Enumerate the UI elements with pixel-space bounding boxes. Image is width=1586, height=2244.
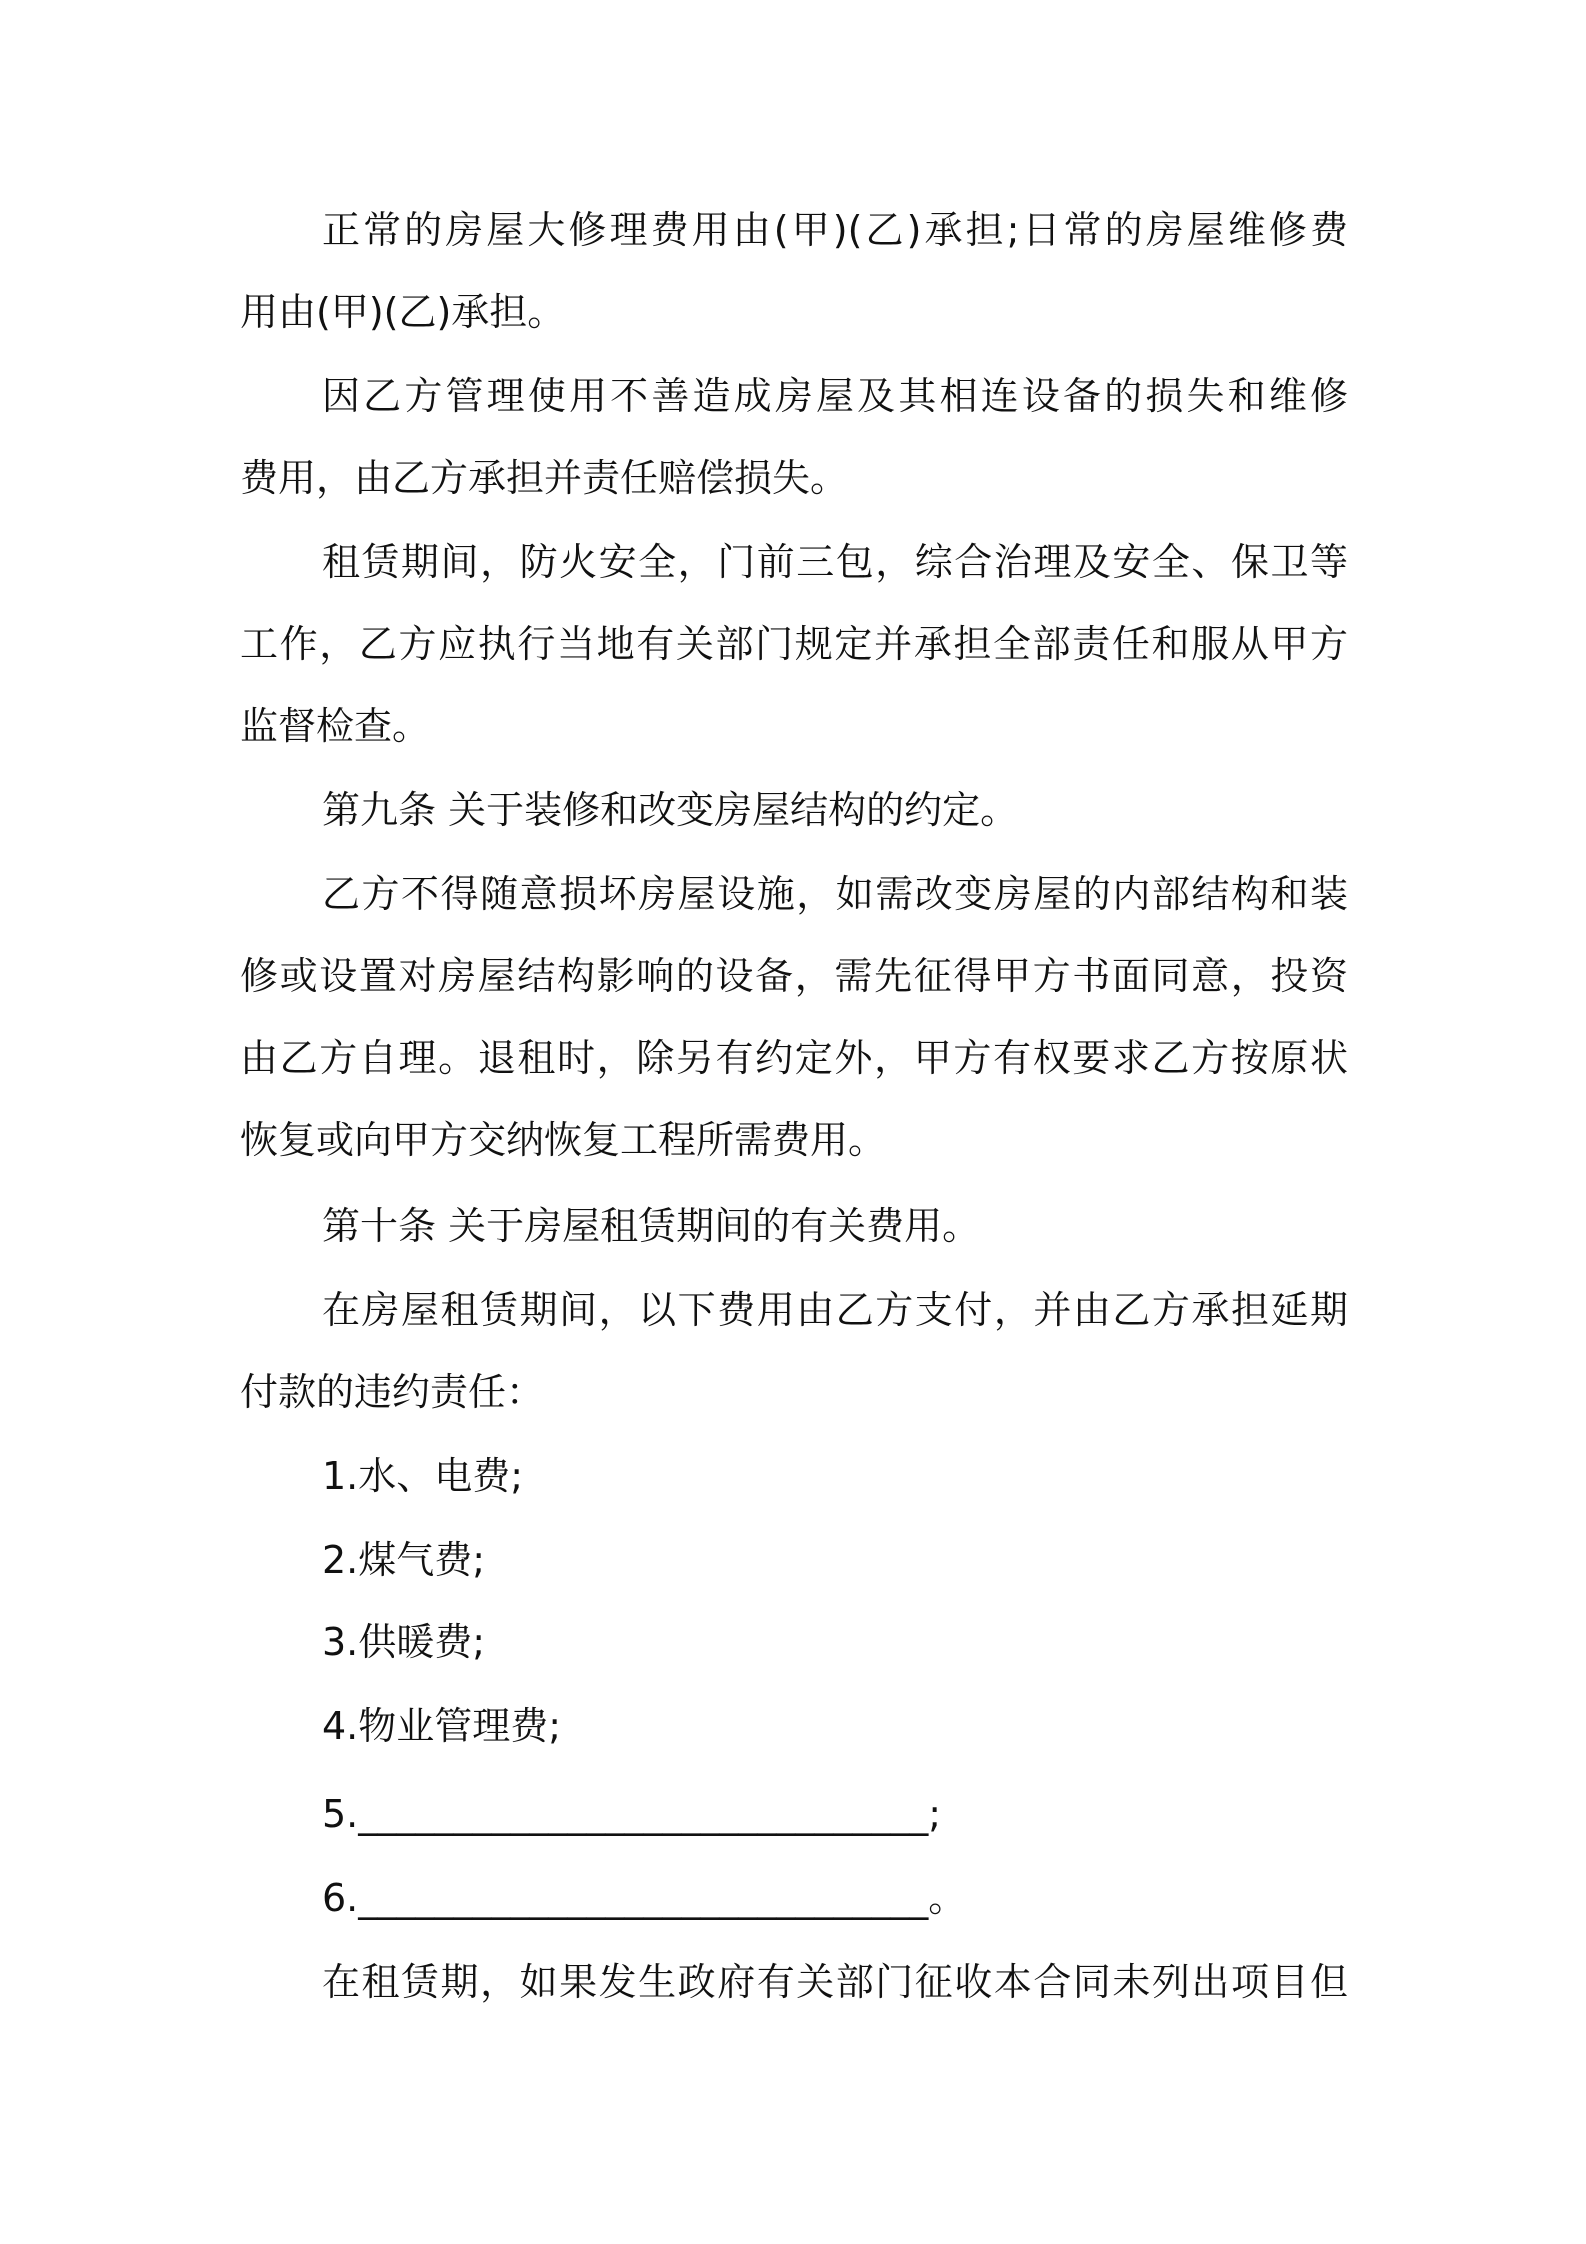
fee-item-2: 2.煤气费; [322,1538,486,1582]
fee-item-5-blank: 5.______________________________; [322,1792,942,1836]
paragraph-repair-costs-line-2: 用由(甲)(乙)承担。 [240,290,566,334]
paragraph-fees-line-2: 付款的违约责任： [240,1370,545,1414]
fee-item-4: 4.物业管理费; [322,1704,562,1748]
paragraph-renovation-line-3: 由乙方自理。退租时，除另有约定外，甲方有权要求乙方按原状 [240,1036,1348,1080]
paragraph-damage-liability-line-2: 费用，由乙方承担并责任赔偿损失。 [240,456,849,500]
paragraph-fees-line-1: 在房屋租赁期间，以下费用由乙方支付，并由乙方承担延期 [322,1288,1348,1332]
paragraph-government-fees-line-1: 在租赁期，如果发生政府有关部门征收本合同未列出项目但 [322,1960,1348,2004]
paragraph-repair-costs-line-1: 正常的房屋大修理费用由(甲)(乙)承担;日常的房屋维修费 [322,208,1348,252]
paragraph-renovation-line-1: 乙方不得随意损坏房屋设施，如需改变房屋的内部结构和装 [322,872,1348,916]
fee-item-1: 1.水、电费; [322,1454,524,1498]
paragraph-safety-duties-line-2: 工作，乙方应执行当地有关部门规定并承担全部责任和服从甲方 [240,622,1348,666]
fee-item-6-blank: 6.______________________________。 [322,1876,967,1920]
paragraph-damage-liability-line-1: 因乙方管理使用不善造成房屋及其相连设备的损失和维修 [322,374,1348,418]
fee-item-3: 3.供暖费; [322,1620,486,1664]
paragraph-safety-duties-line-3: 监督检查。 [240,704,431,748]
article-9-heading: 第九条 关于装修和改变房屋结构的约定。 [322,788,1019,832]
article-10-heading: 第十条 关于房屋租赁期间的有关费用。 [322,1204,981,1248]
paragraph-safety-duties-line-1: 租赁期间，防火安全，门前三包，综合治理及安全、保卫等 [322,540,1348,584]
paragraph-renovation-line-4: 恢复或向甲方交纳恢复工程所需费用。 [240,1118,887,1162]
paragraph-renovation-line-2: 修或设置对房屋结构影响的设备，需先征得甲方书面同意，投资 [240,954,1348,998]
